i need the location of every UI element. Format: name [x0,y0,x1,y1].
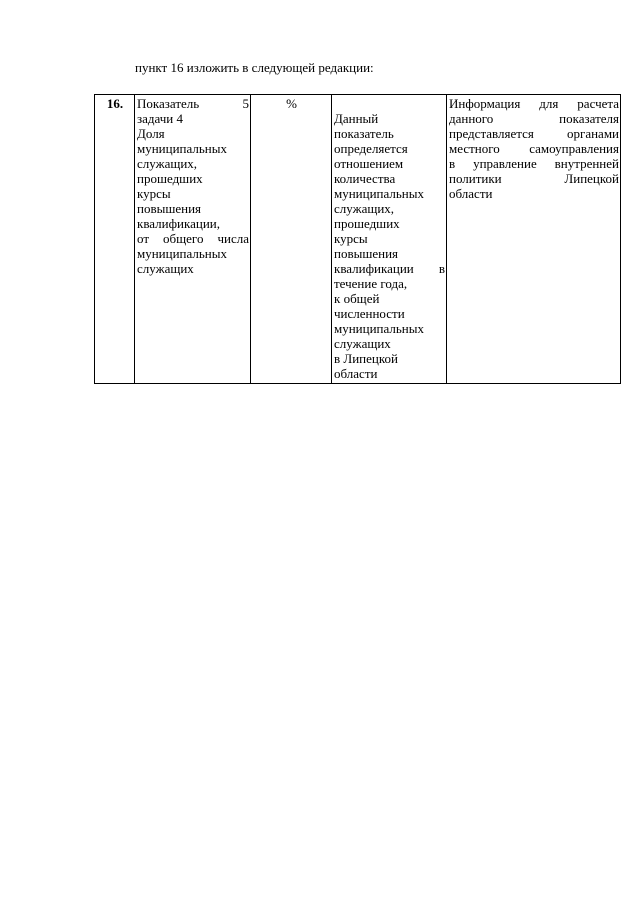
method-line: отношением [334,156,404,171]
indicator-line: Показатель 5 [137,96,249,111]
unit-cell [251,95,332,384]
method-line: области [334,366,378,381]
intro-paragraph: пункт 16 изложить в следующей редакции: [135,60,374,75]
method-line: муниципальных [334,186,425,201]
source-line: политики Липецкой [449,171,619,186]
row-number: 16. [106,96,124,111]
method-line: к общей [334,291,380,306]
source-cell [447,95,621,384]
indicator-cell [135,95,251,384]
method-line: прошедших [334,216,400,231]
method-line: определяется [334,141,408,156]
indicator-line: курсы [137,186,171,201]
method-cell [332,95,447,384]
method-line: служащих, [334,201,395,216]
method-line: повышения [334,246,399,261]
indicator-line: служащих, [137,156,198,171]
source-line: местного самоуправления [449,141,619,156]
method-line: количества [334,171,396,186]
indicator-line: задачи 4 [137,111,184,126]
indicator-line: квалификации, [137,216,221,231]
unit-value: % [286,96,297,111]
row-number-cell [95,95,135,384]
indicator-line: от общего числа [137,231,249,246]
method-line: показатель [334,126,394,141]
source-line: Информация для расчета [449,96,619,111]
indicator-line: служащих [137,261,194,276]
indicator-line: муниципальных [137,141,228,156]
method-line: курсы [334,231,368,246]
indicator-line: Доля [137,126,165,141]
method-line: в Липецкой [334,351,398,366]
source-line: представляется органами [449,126,619,141]
method-line: служащих [334,336,391,351]
method-top-spacer [334,96,445,111]
indicator-line: муниципальных [137,246,228,261]
method-line: квалификации в [334,261,445,276]
method-line: течение года, [334,276,408,291]
source-line: данного показателя [449,111,619,126]
table-row [95,95,621,384]
indicator-line: повышения [137,201,202,216]
source-line: области [449,186,493,201]
source-line: в управление внутренней [449,156,619,171]
method-line: муниципальных [334,321,425,336]
method-line: Данный [334,111,379,126]
indicator-table [94,94,621,384]
method-line: численности [334,306,405,321]
indicator-line: прошедших [137,171,203,186]
